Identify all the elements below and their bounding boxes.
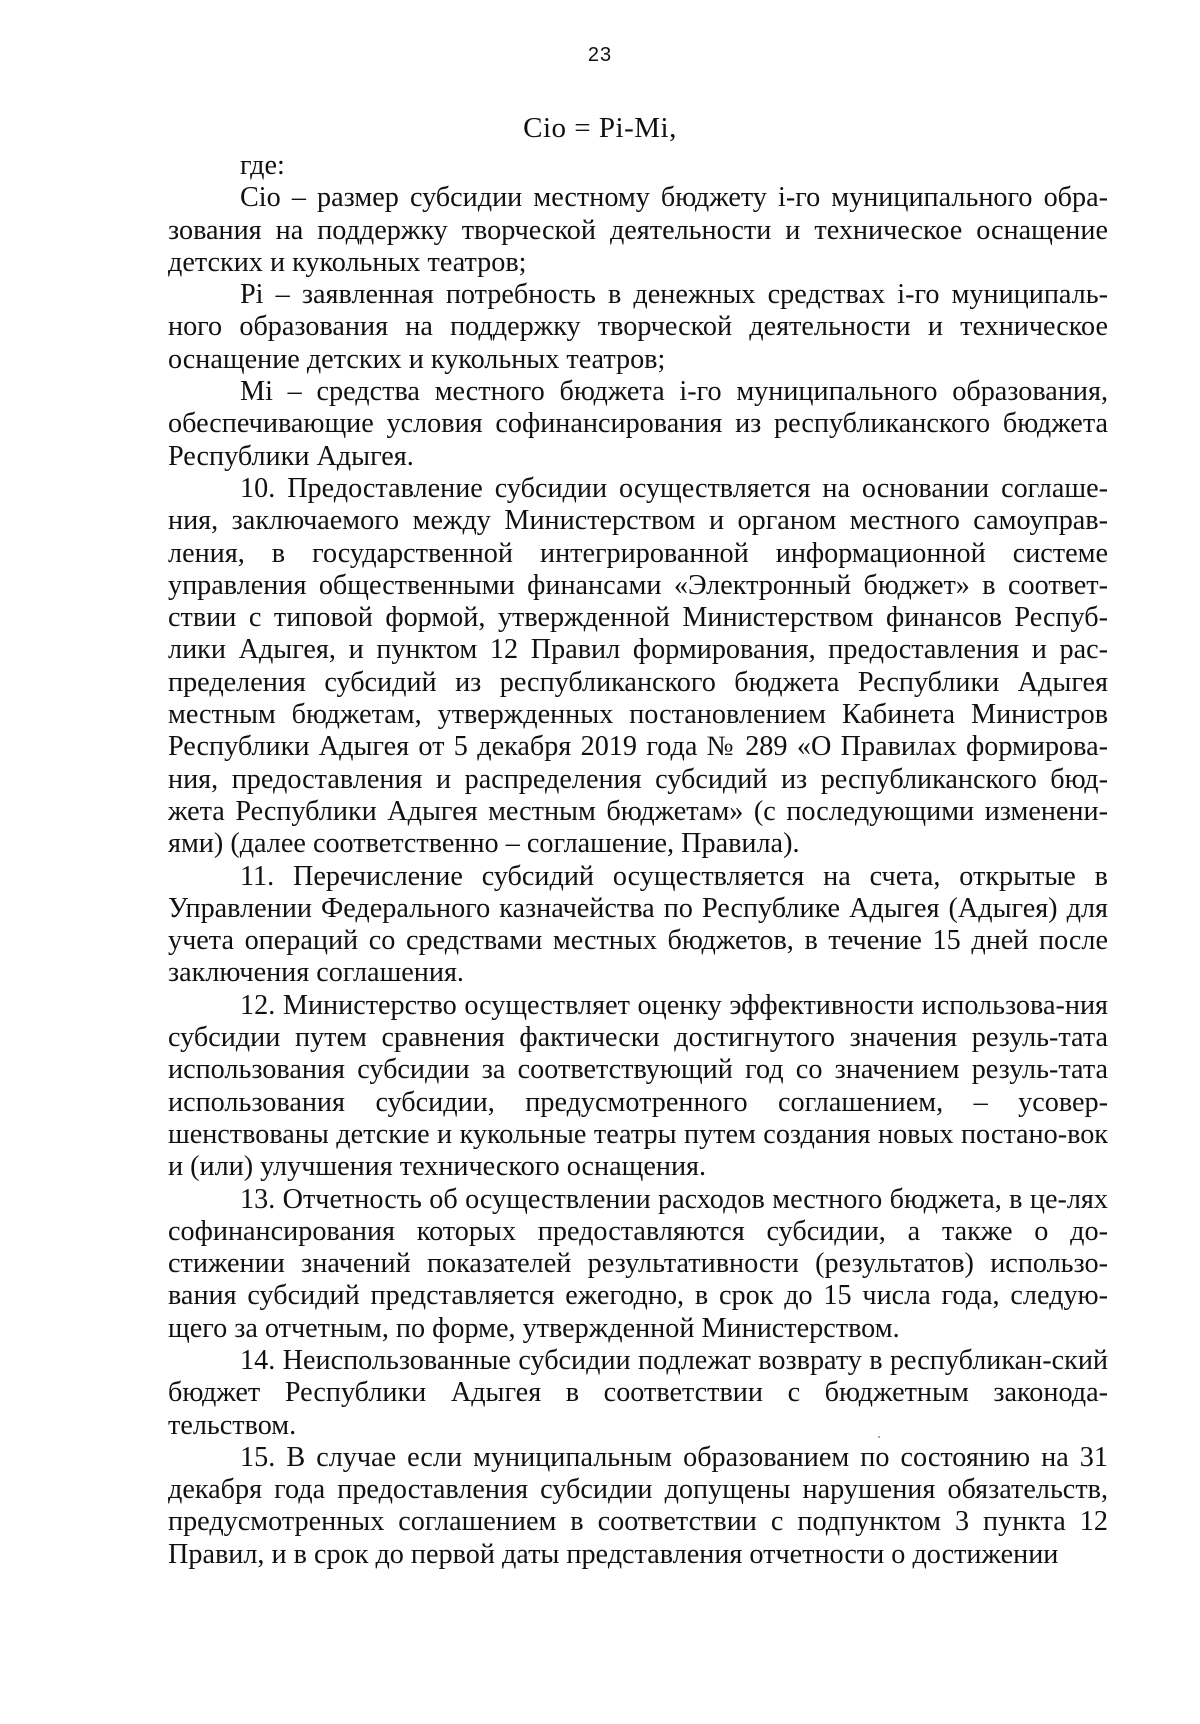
- formula: Cio = Pi-Mi,: [523, 112, 677, 144]
- definition-pi: Pi – заявленная потребность в денежных средствах i-го муниципаль-ного образования на поддержку творческой деятельности и техническое оснащение детских и кукольных театров;: [168, 279, 1108, 375]
- definition-cio: Cio – размер субсидии местному бюджету i-го муниципального обра-зования на поддержку творческой деятельности и техническое оснащение детских и кукольных театров;: [168, 182, 1108, 278]
- scan-speck: [878, 1436, 880, 1438]
- page-number: 23: [587, 44, 613, 66]
- paragraph-10: 10. Предоставление субсидии осуществляется на основании соглаше-ния, заключаемого между Министерством и органом местного самоуправ-ления, в государственной интегрированной информационной системе управления общественными финансами «Электронный бюджет» в соответ-ствии с типовой формой, утвержденной Министерством финансов Респуб-лики Адыгея, и пунктом 12 Правил формирования, предоставления и рас-пределения субсидий из республиканского бюджета Республики Адыгея местным бюджетам, утвержденных постановлением Кабинета Министров Республики Адыгея от 5 декабря 2019 года № 289 «О Правилах формирова-ния, предоставления и распределения субсидий из республиканского бюд-жета Республики Адыгея местным бюджетам» (с последующими изменени-ями) (далее соответственно – соглашение, Правила).: [168, 472, 1108, 860]
- where-label: где:: [240, 150, 285, 181]
- paragraph-14: 14. Неиспользованные субсидии подлежат возврату в республикан-ский бюджет Республики Адыгея в соответствии с бюджетным законода-тельством.: [168, 1344, 1108, 1441]
- paragraph-11: 11. Перечисление субсидий осуществляется на счета, открытые в Управлении Федерального казначейства по Республике Адыгея (Адыгея) для учета операций со средствами местных бюджетов, в течение 15 дней после заключения соглашения.: [168, 860, 1108, 989]
- document-body: [168, 150, 1108, 1571]
- paragraph-12: 12. Министерство осуществляет оценку эффективности использова-ния субсидии путем сравнения фактически достигнутого значения резуль-тата использования субсидии за соответствующий год со значением резуль-тата использования субсидии, предусмотренного соглашением, – усовер-шенствованы детские и кукольные театры путем создания новых постано-вок и (или) улучшения технического оснащения.: [168, 989, 1108, 1183]
- paragraph-13: 13. Отчетность об осуществлении расходов местного бюджета, в це-лях софинансирования которых предоставляются субсидии, а также о до-стижении значений показателей результативности (результатов) использо-вания субсидий представляется ежегодно, в срок до 15 числа года, следую-щего за отчетным, по форме, утвержденной Министерством.: [168, 1183, 1108, 1344]
- paragraph-15: 15. В случае если муниципальным образованием по состоянию на 31 декабря года предоставления субсидии допущены нарушения обязательств, предусмотренных соглашением в соответствии с подпунктом 3 пункта 12 Правил, и в срок до первой даты представления отчетности о достижении: [168, 1441, 1108, 1570]
- definition-mi: Mi – средства местного бюджета i-го муниципального образования, обеспечивающие условия софинансирования из республиканского бюджета Республики Адыгея.: [168, 376, 1108, 472]
